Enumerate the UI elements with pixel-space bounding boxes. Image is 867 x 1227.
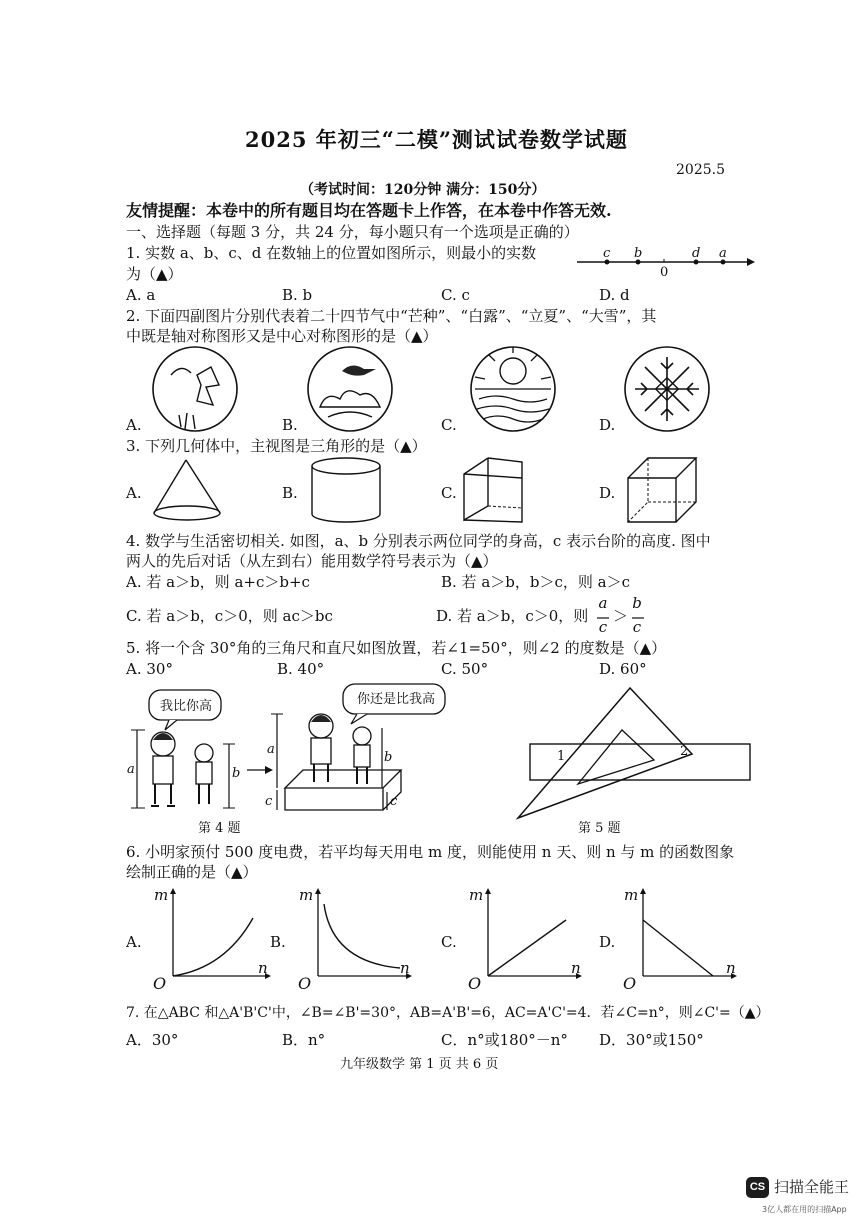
q3-option-c: C.: [441, 484, 457, 502]
q2-option-d: D.: [599, 416, 616, 434]
q5-option-a: A. 30°: [126, 660, 173, 678]
q2-option-c: C.: [441, 416, 457, 434]
q2-option-a: A.: [126, 416, 142, 434]
graph-d: [625, 888, 735, 988]
axis-label-d: d: [692, 246, 701, 261]
q3-line1: 3. 下列几何体中，主视图是三角形的是（▲）: [126, 437, 427, 455]
fig4-label-a-right: a: [267, 742, 275, 757]
q1-option-d: D. d: [599, 286, 630, 304]
q1-option-c: C. c: [441, 286, 470, 304]
fig5-caption: 第 5 题: [578, 821, 621, 836]
axis-label-a: a: [719, 246, 727, 261]
axis-label-zero: 0: [660, 265, 669, 280]
q6-option-d: D.: [599, 933, 616, 951]
q6-line1: 6. 小明家预付 500 度电费，若平均每天用电 m 度，则能使用 n 天、则 n 与 m 的函数图象: [126, 843, 735, 861]
solar-term-image-b: [306, 345, 396, 435]
axis-label-c: c: [603, 246, 611, 261]
angle-2-label: 2: [680, 744, 689, 759]
q1-option-b: B. b: [282, 286, 313, 304]
q7-option-d: D．30°或150°: [599, 1031, 704, 1049]
solar-term-image-a: [151, 345, 241, 435]
q4-option-b: B. 若 a＞b，b＞c，则 a＞c: [441, 573, 630, 591]
bubble-1-text: 我比你高: [160, 699, 213, 714]
solar-term-image-c: [469, 345, 559, 435]
q7-option-b: B．n°: [282, 1031, 326, 1049]
graph-c-origin: O: [468, 974, 482, 993]
frac-b-denominator: c: [632, 618, 642, 636]
q1-line2: 为（▲）: [126, 265, 183, 283]
graph-d-n: n: [726, 959, 736, 977]
q4-line1: 4. 数学与生活密切相关. 如图，a、b 分别表示两位同学的身高，c 表示台阶的高度. 图中: [126, 532, 711, 550]
section-heading: 一、选择题（每题 3 分，共 24 分，每小题只有一个选项是正确的）: [126, 223, 579, 241]
camscanner-logo: CS: [746, 1177, 769, 1198]
graph-d-m: m: [624, 886, 639, 904]
triangle-ruler-figure: [520, 684, 760, 824]
camscanner-tagline: 3亿人都在用的扫描App: [762, 1205, 847, 1214]
q1-option-a: A. a: [126, 286, 156, 304]
graph-c-m: m: [469, 886, 484, 904]
graph-c-n: n: [571, 959, 581, 977]
graph-b-m: m: [299, 886, 314, 904]
q5-line1: 5. 将一个含 30°角的三角尺和直尺如图放置，若∠1=50°，则∠2 的度数是（▲）: [126, 639, 667, 657]
frac-a-denominator: c: [598, 618, 608, 636]
frac-b-numerator: b: [632, 594, 642, 612]
q4-line2: 两人的先后对话（从左到右）能用数学符号表示为（▲）: [126, 552, 498, 570]
graph-a-origin: O: [153, 974, 167, 993]
q3-option-a: A.: [126, 484, 142, 502]
exam-info: （考试时间：120分钟 满分：150分）: [300, 182, 546, 198]
graph-a: [155, 888, 265, 988]
axis-label-b: b: [634, 246, 643, 261]
q6-option-c: C.: [441, 933, 457, 951]
q2-line2: 中既是轴对称图形又是中心对称图形的是（▲）: [126, 327, 438, 345]
graph-c: [470, 888, 580, 988]
cylinder-figure: [308, 456, 388, 526]
solar-term-image-d: [623, 345, 713, 435]
graph-a-m: m: [154, 886, 169, 904]
q4-option-c: C. 若 a＞b，c＞0，则 ac＞bc: [126, 607, 333, 625]
bubble-2-text: 你还是比我高: [357, 692, 436, 707]
q6-option-a: A.: [126, 933, 142, 951]
q6-option-b: B.: [270, 933, 286, 951]
graph-d-origin: O: [623, 974, 637, 993]
greater-than-sign: ＞: [613, 607, 629, 625]
q7-option-a: A．30°: [126, 1031, 179, 1049]
q7-option-c: C．n°或180°－n°: [441, 1031, 568, 1049]
graph-b: [300, 888, 410, 988]
fig4-label-c-left: c: [265, 794, 273, 809]
q1-line1: 1. 实数 a、b、c、d 在数轴上的位置如图所示，则最小的实数: [126, 244, 537, 262]
q5-option-c: C. 50°: [441, 660, 489, 678]
cone-figure: [150, 458, 230, 528]
q7-line1: 7. 在△ABC 和△A'B'C'中，∠B=∠B'=30°，AB=A'B'=6，AC=A'C'=4．若∠C=n°，则∠C'=（▲）: [126, 1005, 770, 1021]
q3-option-b: B.: [282, 484, 298, 502]
q3-option-d: D.: [599, 484, 616, 502]
camscanner-name: 扫描全能王: [774, 1178, 850, 1196]
q5-option-d: D. 60°: [599, 660, 647, 678]
exam-date: 2025.5: [676, 162, 725, 178]
fig4-label-b-left: b: [232, 766, 241, 781]
fig4-label-b-right: b: [384, 750, 393, 765]
page-footer: 九年级数学 第 1 页 共 6 页: [340, 1057, 499, 1072]
fig4-label-a-left: a: [127, 762, 135, 777]
fig4-label-c-right: c: [390, 794, 398, 809]
frac-a-numerator: a: [598, 594, 608, 612]
q6-line2: 绘制正确的是（▲）: [126, 863, 258, 881]
q4-option-a: A. 若 a＞b，则 a+c＞b+c: [126, 573, 310, 591]
q2-line1: 2. 下面四副图片分别代表着二十四节气中“芒种”、“白露”、“立夏”、“大雪”，其: [126, 307, 657, 325]
q4-option-d: D. 若 a＞b，c＞0，则: [436, 607, 589, 625]
notice: 友情提醒：本卷中的所有题目均在答题卡上作答，在本卷中作答无效.: [126, 201, 612, 220]
graph-b-n: n: [400, 959, 410, 977]
prism-figure: [462, 456, 542, 526]
page-title: 2025 年初三“二模”测试试卷数学试题: [245, 127, 628, 152]
graph-a-n: n: [258, 959, 268, 977]
q5-option-b: B. 40°: [277, 660, 325, 678]
cube-figure: [626, 456, 706, 526]
graph-b-origin: O: [298, 974, 312, 993]
q2-option-b: B.: [282, 416, 298, 434]
fig4-caption: 第 4 题: [198, 821, 241, 836]
angle-1-label: 1: [557, 749, 566, 764]
fraction-bars: [596, 617, 656, 621]
